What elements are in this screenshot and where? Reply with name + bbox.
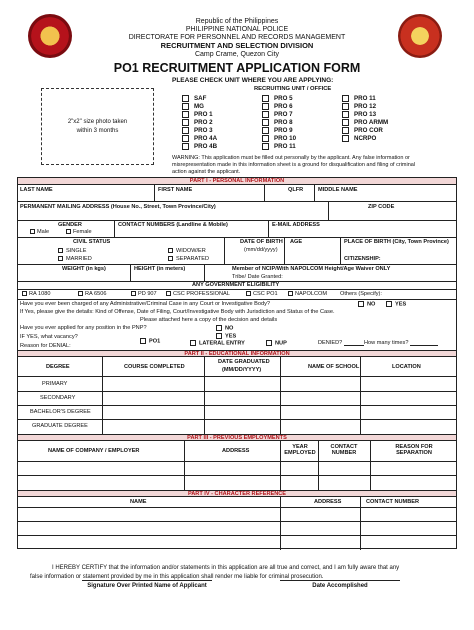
elig-option[interactable]: NAPOLCOM (288, 291, 327, 297)
checkbox[interactable] (58, 248, 63, 253)
checkbox[interactable] (182, 103, 189, 110)
gender-label: GENDER (58, 222, 82, 228)
weight-label: WEIGHT (in kgs) (62, 266, 106, 272)
unit-option[interactable]: PRO 13 (342, 111, 376, 118)
part2-heading: PART II - EDUCATIONAL INFORMATION (18, 350, 456, 357)
elig-option[interactable]: RA 1080 (22, 291, 50, 297)
page-title: PO1 RECRUITMENT APPLICATION FORM (113, 61, 361, 75)
warning-line-2: misrepresentation made in this information sheet is a ground for disqualification and filing of criminal (172, 162, 416, 168)
edu-row-graduate: GRADUATE DEGREE (32, 423, 88, 429)
checkbox[interactable] (182, 135, 189, 142)
date-accomplished-line[interactable]: Date Accomplished (280, 580, 400, 590)
question-vacancy: IF YES, what vacancy? (20, 334, 78, 340)
edu-col-location: LOCATION (392, 364, 421, 370)
checkbox[interactable] (262, 127, 269, 134)
middle-name-label: MIDDLE NAME (318, 187, 358, 193)
checkbox[interactable] (168, 256, 173, 261)
unit-option[interactable]: PRO 3 (182, 127, 213, 134)
checkbox[interactable] (342, 127, 349, 134)
elig-option[interactable]: CSC PROFESSIONAL (166, 291, 230, 297)
charged-yes[interactable]: YES (386, 301, 406, 308)
checkbox[interactable] (386, 301, 392, 307)
header-pnp: PHILIPPINE NATIONAL POLICE (185, 26, 289, 33)
edu-col-date-fmt: (MM/DD/YYYY) (222, 367, 262, 373)
edu-row-primary: PRIMARY (42, 381, 68, 387)
zip-code-label: ZIP CODE (368, 204, 395, 210)
reason-denial-label: Reason for DENIAL: (20, 343, 71, 349)
checkbox[interactable] (262, 135, 269, 142)
dob-label: DATE OF BIRTH (240, 239, 283, 245)
edu-col-degree: DEGREE (46, 364, 70, 370)
civil-widower[interactable]: WIDOW/ER (168, 248, 206, 254)
checkbox[interactable] (216, 325, 222, 331)
checkbox[interactable] (342, 103, 349, 110)
question-attach: Please attached here a copy of the decision and details (140, 317, 278, 323)
unit-option[interactable]: PRO 4B (182, 143, 217, 150)
ref-col-contact: CONTACT NUMBER (366, 499, 420, 505)
elig-option[interactable]: CSC PO1 (246, 291, 278, 297)
checkbox[interactable] (168, 248, 173, 253)
checkbox[interactable] (262, 143, 269, 150)
checkbox[interactable] (182, 143, 189, 150)
question-charged: Have you ever been charged of any Administrative/Criminal Case in any Court or Investigative Body? (20, 301, 270, 307)
height-label: HEIGHT (in meters) (134, 266, 186, 272)
checkbox[interactable] (262, 103, 269, 110)
checkbox[interactable] (131, 291, 136, 296)
photo-box[interactable] (41, 88, 154, 165)
emp-col-year: YEAR EMPLOYED (284, 444, 316, 457)
pob-label: PLACE OF BIRTH (City, Town Province) (344, 239, 449, 245)
tribe-label: Tribe/ Date Granted: (232, 274, 283, 280)
checkbox[interactable] (78, 291, 83, 296)
elig-option[interactable]: RA 6506 (78, 291, 106, 297)
checkbox[interactable] (262, 119, 269, 126)
vacancy-po1[interactable]: PO1 (140, 338, 160, 345)
applicant-signature-line[interactable]: Signature Over Printed Name of Applicant (82, 580, 212, 590)
unit-option[interactable]: PRO 1 (182, 111, 213, 118)
address-label: PERMANENT MAILING ADDRESS (House No., Street, Town Province/City) (20, 204, 216, 210)
application-form (17, 177, 457, 549)
unit-option[interactable]: NCRPO (342, 135, 376, 142)
photo-instruction-1: 2"x2" size photo taken (67, 119, 128, 126)
checkbox[interactable] (66, 229, 71, 234)
ncip-label: Member of NCIP/With NAPOLCOM Height/Age Waiver ONLY (232, 266, 391, 272)
how-many-label: How many times? (364, 340, 438, 346)
vacancy-nup[interactable]: NUP (266, 340, 287, 347)
photo-instruction-2: within 3 months (76, 127, 119, 134)
age-label: AGE (290, 239, 303, 245)
checkbox[interactable] (262, 111, 269, 118)
question-details: If Yes, please give the details: Kind of Offense, Date of Filing, Court/Investigative Body with Jurisdiction and Status of the Case. (20, 309, 335, 315)
unit-option[interactable]: PRO ARMM (342, 119, 388, 126)
checkbox[interactable] (166, 291, 171, 296)
emp-col-address: ADDRESS (222, 448, 250, 454)
header-directorate: DIRECTORATE FOR PERSONNEL AND RECORDS MANAGEMENT (128, 34, 346, 41)
edu-row-bachelor: BACHELOR'S DEGREE (30, 409, 91, 415)
vacancy-lateral[interactable]: LATERAL ENTRY (190, 340, 245, 347)
dob-format: (mm/dd/yyyy) (244, 247, 278, 253)
unit-option[interactable]: PRO 5 (262, 95, 293, 102)
gender-female[interactable]: Female (66, 229, 92, 235)
part3-heading: PART III - PREVIOUS EMPLOYMENTS (18, 434, 456, 441)
part1-heading: PART I - PERSONAL INFORMATION (18, 178, 456, 185)
unit-option[interactable]: PRO 7 (262, 111, 293, 118)
civil-single[interactable]: SINGLE (58, 248, 87, 254)
unit-option[interactable]: PRO 8 (262, 119, 293, 126)
checkbox[interactable] (190, 340, 196, 346)
header-location: Camp Crame, Quezon City (194, 51, 280, 58)
certification-line-2: false information or statement provided by me in this application shall render me liable for criminal prosecution. (30, 574, 324, 580)
edu-row-secondary: SECONDARY (40, 395, 76, 401)
charged-no[interactable]: NO (358, 301, 375, 308)
checkbox[interactable] (262, 95, 269, 102)
unit-option[interactable]: PRO 11 (342, 95, 376, 102)
checkbox[interactable] (266, 340, 272, 346)
last-name-label: LAST NAME (20, 187, 53, 193)
checkbox[interactable] (30, 229, 35, 234)
emp-col-company: NAME OF COMPANY / EMPLOYER (48, 448, 140, 454)
checkbox[interactable] (22, 291, 27, 296)
checkbox[interactable] (358, 301, 364, 307)
checkbox[interactable] (342, 111, 349, 118)
checkbox[interactable] (246, 291, 251, 296)
citizenship-label: CITIZENSHIP: (344, 256, 381, 262)
gender-male[interactable]: Male (30, 229, 49, 235)
checkbox[interactable] (342, 135, 349, 142)
recruiting-unit-label: RECRUITING UNIT / OFFICE (254, 86, 332, 92)
applied-yes[interactable]: YES (216, 333, 236, 340)
civil-status-label: CIVIL STATUS (73, 239, 111, 245)
edu-col-date: DATE GRADUATED (218, 359, 270, 365)
checkbox[interactable] (182, 111, 189, 118)
email-label: E-MAIL ADDRESS (272, 222, 320, 228)
ref-col-name: NAME (130, 499, 147, 505)
unit-option[interactable]: SAF (182, 95, 206, 102)
elig-others-label: Others (Specify): (340, 291, 382, 297)
unit-option[interactable]: PRO COR (342, 127, 383, 134)
unit-option[interactable]: PRO 9 (262, 127, 293, 134)
unit-option[interactable]: PRO 12 (342, 103, 376, 110)
eligibility-label: ANY GOVERNMENT ELIGIBILITY (192, 282, 280, 288)
checkbox[interactable] (182, 119, 189, 126)
civil-separated[interactable]: SEPARATED (168, 256, 209, 262)
emp-col-reason: REASON FOR SEPARATION (395, 444, 433, 457)
checkbox[interactable] (182, 95, 189, 102)
ref-col-address: ADDRESS (314, 499, 342, 505)
qlfr-label: QLFR (288, 187, 304, 193)
checkbox[interactable] (182, 127, 189, 134)
elig-option[interactable]: PD 907 (131, 291, 157, 297)
civil-married[interactable]: MARRIED (58, 256, 92, 262)
checkbox[interactable] (288, 291, 293, 296)
emp-col-contact: CONTACT NUMBER (330, 444, 358, 457)
unit-option[interactable]: PRO 4A (182, 135, 217, 142)
header-division: RECRUITMENT AND SELECTION DIVISION (160, 41, 314, 50)
unit-option[interactable]: MG (182, 103, 204, 110)
part4-heading: PART IV - CHARACTER REFERENCE (18, 490, 456, 497)
checkbox[interactable] (342, 95, 349, 102)
certification-line-1: I HEREBY CERTIFY that the information and/or statements in this application are all true and correct, and I am fully aware that any (52, 565, 400, 571)
question-applied: Have you ever applied for any position in the PNP? (20, 325, 147, 331)
warning-line-3: action against the applicant. (172, 169, 241, 175)
checkbox[interactable] (58, 256, 63, 261)
unit-option[interactable]: PRO 11 (262, 143, 296, 150)
contact-numbers-label: CONTACT NUMBERS (Landline & Mobile) (118, 222, 228, 228)
first-name-label: FIRST NAME (158, 187, 193, 193)
warning-line-1: WARNING: This application must be filled out personally by the applicant. Any false information or (172, 155, 410, 161)
unit-option[interactable]: PRO 10 (262, 135, 296, 142)
checkbox[interactable] (342, 119, 349, 126)
unit-option[interactable]: PRO 6 (262, 103, 293, 110)
unit-option[interactable]: PRO 2 (182, 119, 213, 126)
edu-col-school: NAME OF SCHOOL (308, 364, 360, 370)
denied-label: DENIED? (318, 340, 364, 346)
edu-col-course: COURSE COMPLETED (124, 364, 185, 370)
header-republic: Republic of the Philippines (195, 18, 279, 25)
checkbox[interactable] (216, 333, 222, 339)
unit-check-title: PLEASE CHECK UNIT WHERE YOU ARE APPLYING: (172, 77, 334, 84)
applied-no[interactable]: NO (216, 325, 233, 332)
checkbox[interactable] (140, 338, 146, 344)
